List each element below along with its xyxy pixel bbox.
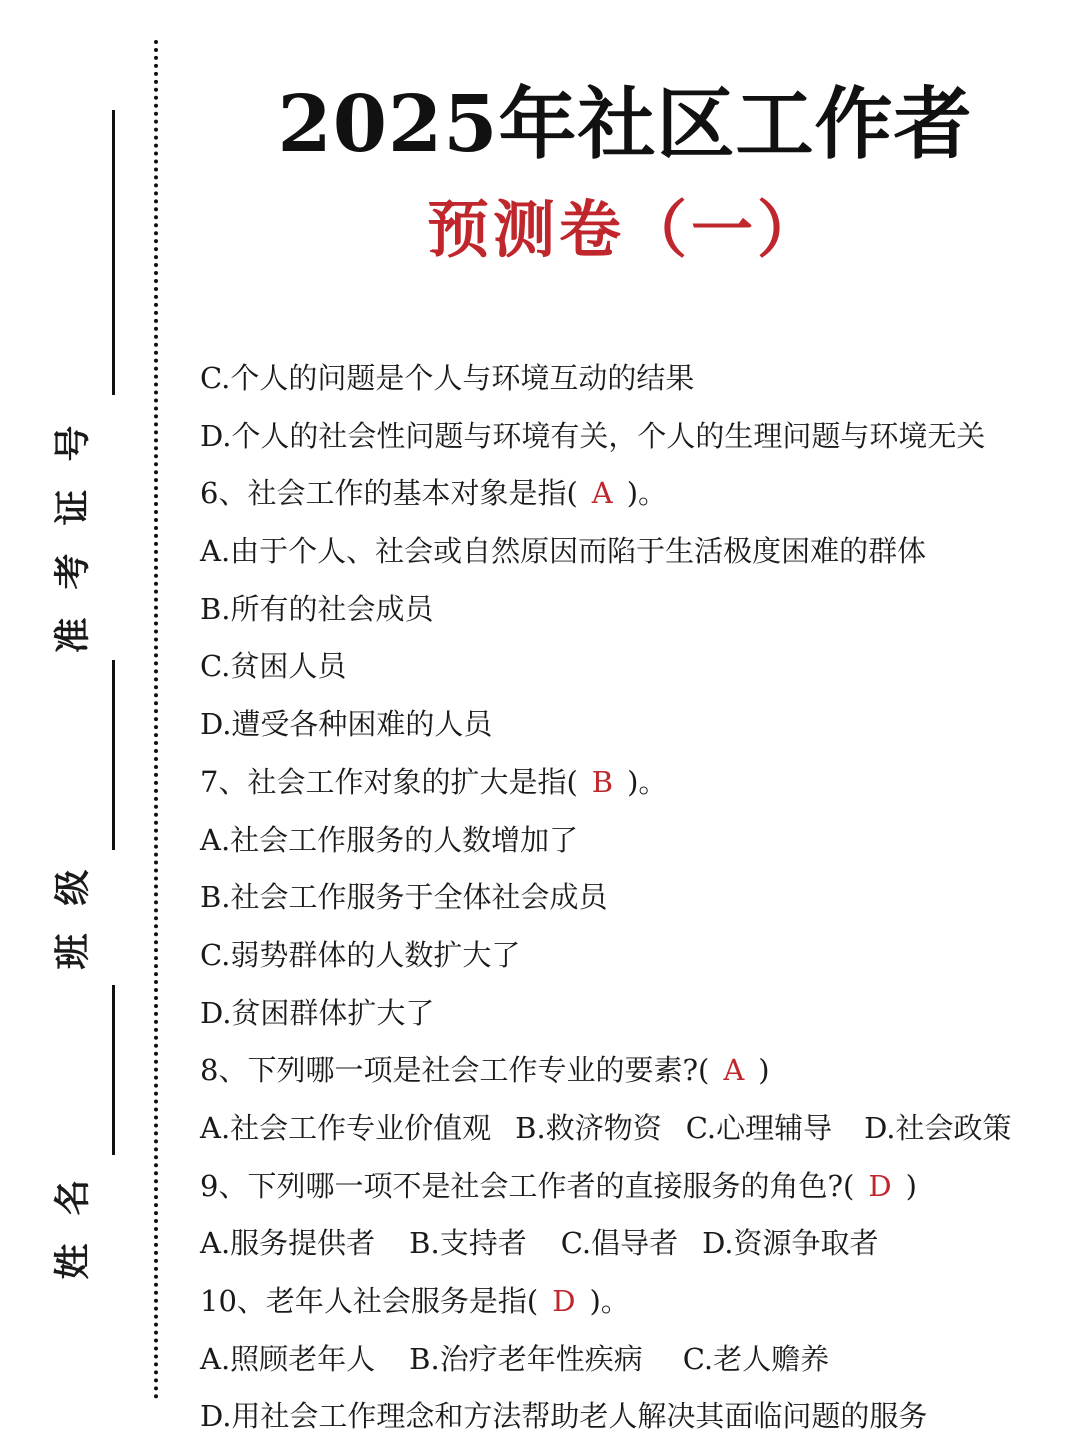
option-line: A.社会工作服务的人数增加了	[200, 822, 579, 857]
option-b: B.支持者	[409, 1226, 527, 1261]
class-label: 班级	[51, 841, 94, 970]
option-line: D.个人的社会性问题与环境有关，个人的生理问题与环境无关	[200, 418, 986, 453]
question-8	[200, 1042, 1060, 1100]
question-list	[200, 350, 1060, 1446]
answer-mark: A	[723, 1053, 745, 1088]
answer-mark: D	[868, 1168, 892, 1203]
question-end: )。	[626, 476, 668, 511]
option-line: A.由于个人、社会或自然原因而陷于生活极度困难的群体	[200, 534, 927, 569]
answer-mark: B	[591, 764, 614, 799]
option-a: A.服务提供者	[200, 1226, 376, 1261]
option-line: B.社会工作服务于全体社会成员	[200, 880, 608, 915]
question-9	[200, 1158, 1060, 1216]
question-text: 7、社会工作对象的扩大是指(	[200, 764, 578, 799]
name-line[interactable]	[112, 985, 115, 1155]
class-line[interactable]	[112, 660, 115, 850]
binding-dotted-line	[154, 40, 158, 1400]
question-end: )	[758, 1053, 770, 1088]
option-line: C.弱势群体的人数扩大了	[200, 937, 521, 972]
answer-mark: D	[552, 1284, 576, 1318]
options-row	[200, 1215, 1060, 1273]
question-text: 9、下列哪一项不是社会工作者的直接服务的角色?(	[200, 1168, 855, 1203]
option-c: C.倡导者	[560, 1226, 679, 1261]
option-b: B.治疗老年性疾病	[409, 1341, 643, 1376]
options-row	[200, 1331, 1060, 1389]
question-6	[200, 465, 1060, 523]
option-d: D.社会政策	[864, 1110, 1012, 1145]
option-line: C.个人的问题是个人与环境互动的结果	[200, 361, 695, 395]
exam-number-label: 准考证号	[51, 397, 94, 654]
question-text: 8、下列哪一项是社会工作专业的要素?(	[200, 1053, 710, 1088]
name-label: 姓名	[51, 1151, 94, 1280]
option-line: D.遭受各种困难的人员	[200, 707, 493, 742]
option-d: D.资源争取者	[702, 1226, 879, 1261]
question-10	[200, 1273, 1060, 1331]
page-title: 2025年社区工作者	[277, 79, 973, 170]
question-text: 10、老年人社会服务是指(	[200, 1284, 539, 1318]
option-a: A.社会工作专业价值观	[200, 1110, 492, 1145]
question-text: 6、社会工作的基本对象是指(	[200, 476, 578, 511]
question-7	[200, 754, 1060, 812]
option-line: B.所有的社会成员	[200, 591, 434, 626]
option-line: C.贫困人员	[200, 649, 347, 684]
page-subtitle: 预测卷（一）	[426, 193, 823, 266]
question-end: )	[905, 1168, 917, 1203]
options-row	[200, 1100, 1060, 1158]
option-b: B.救济物资	[515, 1110, 662, 1145]
option-a: A.照顾老年人	[200, 1341, 376, 1376]
exam-number-line[interactable]	[112, 110, 115, 395]
option-line: D.贫困群体扩大了	[200, 995, 435, 1030]
question-end: )。	[589, 1284, 630, 1318]
option-line: D.用社会工作理念和方法帮助老人解决其面临问题的服务	[200, 1399, 928, 1434]
question-end: )。	[627, 764, 668, 799]
binding-margin	[0, 0, 170, 1440]
option-c: C.心理辅导	[685, 1110, 833, 1145]
answer-mark: A	[591, 476, 613, 511]
option-c: C.老人赡养	[682, 1341, 830, 1376]
